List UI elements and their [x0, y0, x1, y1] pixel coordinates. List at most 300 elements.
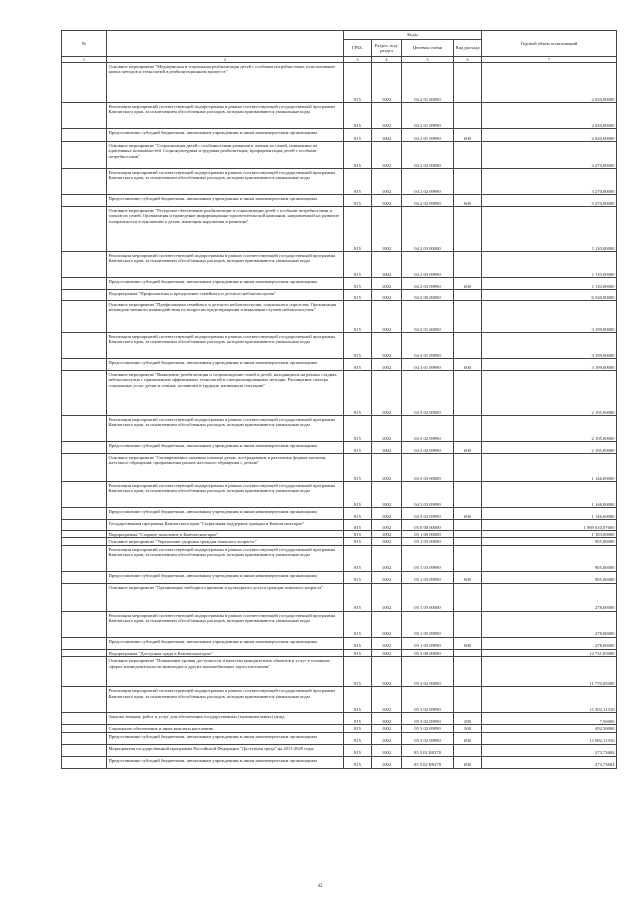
cell-num — [62, 687, 107, 713]
table-row — [62, 129, 617, 142]
cell-name: Основное мероприятие "Своевременное оказание помощи детям, пострадавшим в различных формах насилия, жестокого обращения, профилактика рисков жестокого обращения с детьми" — [107, 454, 344, 482]
cell-name: Предоставление субсидий бюджетным, автономным учреждениям и иным некоммерческим организациям — [107, 195, 344, 207]
header-num: № — [62, 31, 107, 57]
cell-sum: 2 195,00000 — [482, 371, 617, 416]
cell-vr — [454, 252, 482, 278]
cell-cs: 05 3 02 R0270 — [402, 744, 454, 756]
cell-cs: 04 3 02 09990 — [402, 416, 454, 442]
cell-vr: 200 — [454, 713, 482, 725]
cell-vr: 600 — [454, 756, 482, 768]
cell-cs: 04 2 01 09990 — [402, 103, 454, 129]
table-row — [62, 687, 617, 713]
table-row — [62, 482, 617, 508]
cell-grbs: 815 — [344, 744, 372, 756]
table-row — [62, 571, 617, 583]
table-body — [62, 63, 617, 769]
cell-vr: 600 — [454, 732, 482, 744]
table-row — [62, 301, 617, 333]
cell-cs: 05 3 02 09990 — [402, 713, 454, 725]
cell-grbs: 815 — [344, 278, 372, 290]
cell-name: Государственная программа Камчатского края "Социальная поддержка граждан в Камчатском крае" — [107, 520, 344, 531]
cell-name: Предоставление субсидий бюджетным, автономным учреждениям и иным некоммерческим организациям — [107, 359, 344, 371]
cell-grbs: 815 — [344, 637, 372, 649]
cell-name: Реализация мероприятий соответствующей подпрограммы в рамках соответствующей государственной программы Камчатского края, за исключением обособленных расходов, которым присваиваются уникальные коды — [107, 103, 344, 129]
cell-name: Реализация мероприятий соответствующей подпрограммы в рамках соответствующей государственной программы Камчатского края, за исключением обособленных расходов, которым присваиваются уникальные коды — [107, 545, 344, 571]
cell-num — [62, 756, 107, 768]
cell-name: Предоставление субсидий бюджетным, автономным учреждениям и иным некоммерческим организациям — [107, 571, 344, 583]
cell-cs: 05 3 00 00000 — [402, 649, 454, 656]
cell-name: Основное мероприятие "Профилактика семейного и детского неблагополучия, социального сиротства. Организация межведомственного взаимодействия по вопросам предотвращения и выявления случаев неблагополучия" — [107, 301, 344, 333]
cell-num — [62, 637, 107, 649]
cell-grbs: 815 — [344, 129, 372, 142]
cell-grbs: 815 — [344, 207, 372, 252]
cell-vr — [454, 301, 482, 333]
cell-name: Предоставление субсидий бюджетным, автономным учреждениям и иным некоммерческим организациям — [107, 732, 344, 744]
table-row — [62, 103, 617, 129]
cell-rz: 1002 — [372, 371, 402, 416]
cell-rz: 1002 — [372, 129, 402, 142]
table-row — [62, 195, 617, 207]
cell-sum: 1 146,00000 — [482, 508, 617, 520]
table-header — [62, 31, 617, 63]
table-row — [62, 278, 617, 290]
cell-grbs: 815 — [344, 732, 372, 744]
cell-name: Реализация мероприятий соответствующей подпрограммы в рамках соответствующей государственной программы Камчатского края, за исключением обособленных расходов, которым присваиваются уникальные коды — [107, 416, 344, 442]
cell-sum: 2 195,00000 — [482, 442, 617, 454]
cell-grbs: 815 — [344, 538, 372, 545]
cell-num — [62, 713, 107, 725]
cell-grbs: 815 — [344, 725, 372, 732]
cell-rz: 1002 — [372, 290, 402, 301]
cell-grbs: 815 — [344, 482, 372, 508]
cell-cs: 04 3 02 09990 — [402, 442, 454, 454]
cell-rz: 1002 — [372, 103, 402, 129]
table-row — [62, 508, 617, 520]
table-row — [62, 454, 617, 482]
cell-vr — [454, 454, 482, 482]
cell-vr — [454, 63, 482, 103]
cell-num — [62, 442, 107, 454]
cell-num — [62, 725, 107, 732]
cell-sum: 905,00000 — [482, 545, 617, 571]
cell-cs: 04 3 02 00000 — [402, 371, 454, 416]
cell-num — [62, 129, 107, 142]
table-row — [62, 63, 617, 103]
cell-rz: 1002 — [372, 571, 402, 583]
cell-num — [62, 142, 107, 169]
cell-grbs: 815 — [344, 169, 372, 195]
cell-num — [62, 545, 107, 571]
cell-cs: 04 3 01 09990 — [402, 359, 454, 371]
cell-grbs: 815 — [344, 195, 372, 207]
col-number: 4 — [372, 57, 402, 63]
cell-rz: 1002 — [372, 713, 402, 725]
cell-grbs: 815 — [344, 103, 372, 129]
cell-name: Реализация мероприятий соответствующей подпрограммы в рамках соответствующей государственной программы Камчатского края, за исключением обособленных расходов, которым присваиваются уникальные коды — [107, 482, 344, 508]
cell-num — [62, 657, 107, 687]
cell-sum: 3 199,00000 — [482, 301, 617, 333]
table-row — [62, 416, 617, 442]
cell-sum: 2 020,00000 — [482, 103, 617, 129]
cell-sum: 278,00000 — [482, 583, 617, 611]
cell-sum: 1 110,00000 — [482, 278, 617, 290]
cell-name: Реализация мероприятий соответствующей подпрограммы в рамках соответствующей государственной программы Камчатского края, за исключением обособленных расходов, которым присваиваются уникальные коды — [107, 611, 344, 637]
header-name — [107, 31, 344, 57]
cell-num — [62, 207, 107, 252]
cell-sum: 11 002,11316 — [482, 732, 617, 744]
cell-num — [62, 63, 107, 103]
cell-num — [62, 416, 107, 442]
cell-vr: 600 — [454, 442, 482, 454]
cell-cs: 04 3 01 09990 — [402, 333, 454, 359]
cell-name: Закупка товаров, работ и услуг для обеспечения государственных (муниципальных) нужд — [107, 713, 344, 725]
table-row — [62, 333, 617, 359]
cell-num — [62, 278, 107, 290]
cell-name: Основное мероприятие "Укрепление здоровья граждан пожилого возраста " — [107, 538, 344, 545]
cell-cs: 04 3 01 00000 — [402, 301, 454, 333]
cell-rz: 1002 — [372, 454, 402, 482]
table-row — [62, 611, 617, 637]
table-row — [62, 371, 617, 416]
cell-cs: 04 2 01 00000 — [402, 63, 454, 103]
cell-cs: 04 2 03 09990 — [402, 278, 454, 290]
cell-grbs: 815 — [344, 252, 372, 278]
col-number: 2 — [107, 57, 344, 63]
cell-rz: 1002 — [372, 657, 402, 687]
col-number: 7 — [482, 57, 617, 63]
cell-vr — [454, 744, 482, 756]
col-number: 1 — [62, 57, 107, 63]
cell-num — [62, 531, 107, 538]
cell-vr — [454, 290, 482, 301]
cell-vr: 600 — [454, 129, 482, 142]
cell-vr — [454, 538, 482, 545]
cell-grbs: 815 — [344, 657, 372, 687]
cell-grbs: 815 — [344, 531, 372, 538]
cell-rz: 1002 — [372, 333, 402, 359]
cell-rz: 1002 — [372, 301, 402, 333]
cell-rz: 1002 — [372, 359, 402, 371]
table-row — [62, 520, 617, 531]
cell-vr — [454, 482, 482, 508]
cell-name: Основное мероприятие "Социализация детей с особенностями развития и членов их семей, повышение их адаптивных возможностей. Социокультурная и трудовая реабилитация, профориентация детей с особыми потребностями" — [107, 142, 344, 169]
cell-grbs: 815 — [344, 442, 372, 454]
cell-rz: 1002 — [372, 725, 402, 732]
cell-grbs: 815 — [344, 416, 372, 442]
cell-num — [62, 195, 107, 207]
cell-vr — [454, 687, 482, 713]
cell-cs: 05 3 02 09990 — [402, 725, 454, 732]
cell-name: Основное мероприятие "Выявление, реабилитация и сопровождение семей и детей, находящихся на разных стадиях неблагополучия с применением эффективных технологий и специализированных методик. Расширение спектра социальных услуг детям и семьям, попавшим в трудную жизненную ситуацию" — [107, 371, 344, 416]
col-number: 5 — [402, 57, 454, 63]
cell-name: Реализация мероприятий соответствующей подпрограммы в рамках соответствующей государственной программы Камчатского края, за исключением обособленных расходов, которым присваиваются уникальные коды — [107, 169, 344, 195]
cell-vr: 600 — [454, 571, 482, 583]
cell-vr — [454, 520, 482, 531]
cell-num — [62, 744, 107, 756]
table-row — [62, 531, 617, 538]
table-row — [62, 657, 617, 687]
header-amount: Годовой объем ассигнований — [482, 31, 617, 57]
col-number: 3 — [344, 57, 372, 63]
table-row — [62, 713, 617, 725]
table-row — [62, 290, 617, 301]
cell-num — [62, 583, 107, 611]
cell-rz: 1002 — [372, 637, 402, 649]
cell-name: Основное мероприятие "Повышение уровня доступности и качества приоритетных объектов и услуг в основных сферах жизнедеятельности инвалидов и других маломобильных групп населения" — [107, 657, 344, 687]
header-vid: Вид расхода — [454, 40, 482, 57]
cell-rz: 1002 — [372, 744, 402, 756]
cell-cs: 05 1 05 00000 — [402, 583, 454, 611]
cell-cs: 05 1 00 00000 — [402, 531, 454, 538]
cell-grbs: 815 — [344, 571, 372, 583]
cell-sum: 1 146,00000 — [482, 482, 617, 508]
cell-cs: 04 3 03 00000 — [402, 454, 454, 482]
cell-num — [62, 252, 107, 278]
cell-sum: 1 146,00000 — [482, 454, 617, 482]
table-row — [62, 732, 617, 744]
cell-rz: 1002 — [372, 508, 402, 520]
cell-cs: 05 3 02 R0270 — [402, 756, 454, 768]
cell-grbs: 815 — [344, 371, 372, 416]
cell-name: Предоставление субсидий бюджетным, автономным учреждениям и иным некоммерческим организациям — [107, 129, 344, 142]
cell-rz: 1002 — [372, 416, 402, 442]
header-grbs: ГРБС — [344, 40, 372, 57]
header-section: Раздел, под-раздел — [372, 40, 402, 57]
cell-name: Реализация мероприятий соответствующей подпрограммы в рамках соответствующей государственной программы Камчатского края, за исключением обособленных расходов, которым присваиваются уникальные коды — [107, 252, 344, 278]
cell-vr — [454, 416, 482, 442]
table-row — [62, 583, 617, 611]
cell-num — [62, 371, 107, 416]
table-row — [62, 538, 617, 545]
cell-cs: 05 1 05 09990 — [402, 611, 454, 637]
cell-rz: 1002 — [372, 169, 402, 195]
cell-name: Основное мероприятие "Ресурсное обеспечение реабилитации и социализации детей с особыми потребностями и членов их семей. Организация и проведение информационно-просветительской кампании, направленной на развитие толерантности в отношении к детям, имеющим нарушения в развитии" — [107, 207, 344, 252]
cell-rz: 1002 — [372, 687, 402, 713]
cell-sum: 1 110,00000 — [482, 207, 617, 252]
cell-grbs: 815 — [344, 333, 372, 359]
cell-grbs: 815 — [344, 301, 372, 333]
cell-cs: 04 2 02 09990 — [402, 195, 454, 207]
cell-sum: 905,00000 — [482, 538, 617, 545]
cell-cs: 04 3 03 09990 — [402, 508, 454, 520]
cell-grbs: 815 — [344, 508, 372, 520]
cell-cs: 04 2 03 00000 — [402, 207, 454, 252]
cell-sum: 7,50000 — [482, 713, 617, 725]
cell-cs: 04 2 02 00000 — [402, 142, 454, 169]
cell-num — [62, 611, 107, 637]
page-number: 42 — [317, 884, 323, 889]
cell-name: Подпрограмма "Доступная среда в Камчатском крае" — [107, 649, 344, 656]
table-row — [62, 359, 617, 371]
cell-num — [62, 169, 107, 195]
cell-grbs: 815 — [344, 583, 372, 611]
cell-rz: 1002 — [372, 142, 402, 169]
table-row — [62, 649, 617, 656]
cell-sum: 278,00000 — [482, 611, 617, 637]
cell-rz: 1002 — [372, 520, 402, 531]
cell-sum: 3 199,00000 — [482, 333, 617, 359]
cell-cs: 05 1 03 00000 — [402, 538, 454, 545]
cell-rz: 1002 — [372, 63, 402, 103]
cell-cs: 05 3 02 09990 — [402, 732, 454, 744]
cell-grbs: 815 — [344, 63, 372, 103]
cell-cs: 05 3 02 00000 — [402, 657, 454, 687]
cell-rz: 1002 — [372, 195, 402, 207]
cell-rz: 1002 — [372, 545, 402, 571]
cell-sum: 3 270,00000 — [482, 142, 617, 169]
cell-grbs: 815 — [344, 142, 372, 169]
cell-sum: 1 110,00000 — [482, 252, 617, 278]
table-row — [62, 744, 617, 756]
cell-num — [62, 520, 107, 531]
cell-grbs: 815 — [344, 290, 372, 301]
cell-rz: 1002 — [372, 252, 402, 278]
cell-cs: 05 1 05 09990 — [402, 637, 454, 649]
cell-vr: 600 — [454, 359, 482, 371]
cell-grbs: 815 — [344, 649, 372, 656]
cell-rz: 1002 — [372, 207, 402, 252]
cell-rz: 1002 — [372, 531, 402, 538]
cell-cs: 05 1 03 09990 — [402, 545, 454, 571]
cell-vr — [454, 103, 482, 129]
cell-num — [62, 454, 107, 482]
cell-vr — [454, 142, 482, 169]
cell-sum: 1 183,00000 — [482, 531, 617, 538]
cell-sum: 273,73684 — [482, 756, 617, 768]
cell-vr — [454, 371, 482, 416]
cell-sum: 3 270,00000 — [482, 195, 617, 207]
cell-name: Реализация мероприятий соответствующей подпрограммы в рамках соответствующей государственной программы Камчатского края, за исключением обособленных расходов, которым присваиваются уникальные коды — [107, 687, 344, 713]
table-row — [62, 442, 617, 454]
cell-vr — [454, 657, 482, 687]
cell-num — [62, 508, 107, 520]
cell-cs: 05 0 00 00000 — [402, 520, 454, 531]
cell-vr — [454, 531, 482, 538]
cell-name: Социальное обеспечение и иные выплаты населению — [107, 725, 344, 732]
cell-vr: 300 — [454, 725, 482, 732]
cell-sum: 273,73684 — [482, 744, 617, 756]
cell-num — [62, 538, 107, 545]
table-row — [62, 169, 617, 195]
cell-sum: 2 195,00000 — [482, 416, 617, 442]
cell-name: Предоставление субсидий бюджетным, автономным учреждениям и иным некоммерческим организациям — [107, 508, 344, 520]
cell-name: Предоставление субсидий бюджетным, автономным учреждениям и иным некоммерческим организациям — [107, 637, 344, 649]
cell-vr — [454, 583, 482, 611]
table-row — [62, 545, 617, 571]
cell-cs: 04 2 03 09990 — [402, 252, 454, 278]
cell-rz: 1002 — [372, 538, 402, 545]
cell-sum: 12 731,05000 — [482, 649, 617, 656]
cell-name: Предоставление субсидий бюджетным, автономным учреждениям и иным некоммерческим организациям — [107, 756, 344, 768]
cell-name: Подпрограмма "Старшее поколение в Камчатском крае" — [107, 531, 344, 538]
cell-num — [62, 333, 107, 359]
cell-rz: 1002 — [372, 482, 402, 508]
cell-grbs: 815 — [344, 359, 372, 371]
cell-name: Основное мероприятие "Медицинская и социальная реабилитация детей с особыми потребностями, использование новых методов и технологий в реабилитационном процессе" — [107, 63, 344, 103]
cell-rz: 1002 — [372, 278, 402, 290]
cell-vr — [454, 649, 482, 656]
cell-sum: 278,00000 — [482, 637, 617, 649]
col-number: 6 — [454, 57, 482, 63]
cell-sum: 11 776,05000 — [482, 657, 617, 687]
cell-vr: 600 — [454, 508, 482, 520]
table-row — [62, 142, 617, 169]
cell-name: Предоставление субсидий бюджетным, автономным учреждениям и иным некоммерческим организациям — [107, 442, 344, 454]
cell-rz: 1002 — [372, 732, 402, 744]
cell-name: Основное мероприятие "Организация свободного времени и культурного досуга граждан пожилого возраста" — [107, 583, 344, 611]
cell-grbs: 815 — [344, 545, 372, 571]
cell-vr — [454, 169, 482, 195]
cell-num — [62, 649, 107, 656]
cell-sum: 3 199,00000 — [482, 359, 617, 371]
cell-grbs: 815 — [344, 454, 372, 482]
cell-rz: 1002 — [372, 649, 402, 656]
cell-num — [62, 732, 107, 744]
cell-cs: 05 3 02 09990 — [402, 687, 454, 713]
cell-num — [62, 571, 107, 583]
budget-table-sheet — [61, 30, 616, 769]
cell-name: Реализация мероприятий соответствующей подпрограммы в рамках соответствующей государственной программы Камчатского края, за исключением обособленных расходов, которым присваиваются уникальные коды — [107, 333, 344, 359]
cell-rz: 1002 — [372, 442, 402, 454]
cell-sum: 6 540,00000 — [482, 290, 617, 301]
cell-name: Мероприятия государственной программы Российской Федерации "Доступная среда" на 2011-2020 годы — [107, 744, 344, 756]
cell-vr: 600 — [454, 195, 482, 207]
cell-vr — [454, 333, 482, 359]
cell-rz: 1002 — [372, 583, 402, 611]
table-row — [62, 252, 617, 278]
cell-cs: 05 1 03 09990 — [402, 571, 454, 583]
cell-num — [62, 103, 107, 129]
cell-rz: 1002 — [372, 611, 402, 637]
cell-num — [62, 290, 107, 301]
cell-num — [62, 301, 107, 333]
cell-vr: 600 — [454, 637, 482, 649]
cell-name: Подпрограмма "Профилактика и преодоление семейного и детского неблагополучия" — [107, 290, 344, 301]
cell-rz: 1002 — [372, 756, 402, 768]
cell-sum: 11 502,11316 — [482, 687, 617, 713]
table-row — [62, 725, 617, 732]
cell-grbs: 815 — [344, 713, 372, 725]
cell-vr — [454, 611, 482, 637]
cell-num — [62, 482, 107, 508]
cell-sum: 905,00000 — [482, 571, 617, 583]
cell-grbs: 815 — [344, 520, 372, 531]
cell-grbs: 815 — [344, 756, 372, 768]
table-row — [62, 756, 617, 768]
cell-cs: 04 2 02 09990 — [402, 169, 454, 195]
table-row — [62, 637, 617, 649]
cell-cs: 04 2 01 09990 — [402, 129, 454, 142]
cell-grbs: 815 — [344, 611, 372, 637]
cell-sum: 1 989 610,07600 — [482, 520, 617, 531]
cell-sum: 2 020,00000 — [482, 63, 617, 103]
cell-vr — [454, 545, 482, 571]
budget-table — [61, 30, 617, 769]
cell-vr — [454, 207, 482, 252]
header-codes: Коды — [344, 31, 482, 40]
cell-sum: 492,50000 — [482, 725, 617, 732]
cell-num — [62, 359, 107, 371]
cell-sum: 2 020,00000 — [482, 129, 617, 142]
cell-cs: 04 3 00 00000 — [402, 290, 454, 301]
cell-name: Предоставление субсидий бюджетным, автономным учреждениям и иным некоммерческим организациям — [107, 278, 344, 290]
cell-vr: 600 — [454, 278, 482, 290]
cell-cs: 04 3 03 09990 — [402, 482, 454, 508]
cell-sum: 3 270,00000 — [482, 169, 617, 195]
cell-grbs: 815 — [344, 687, 372, 713]
header-target: Целевая статья — [402, 40, 454, 57]
table-row — [62, 207, 617, 252]
